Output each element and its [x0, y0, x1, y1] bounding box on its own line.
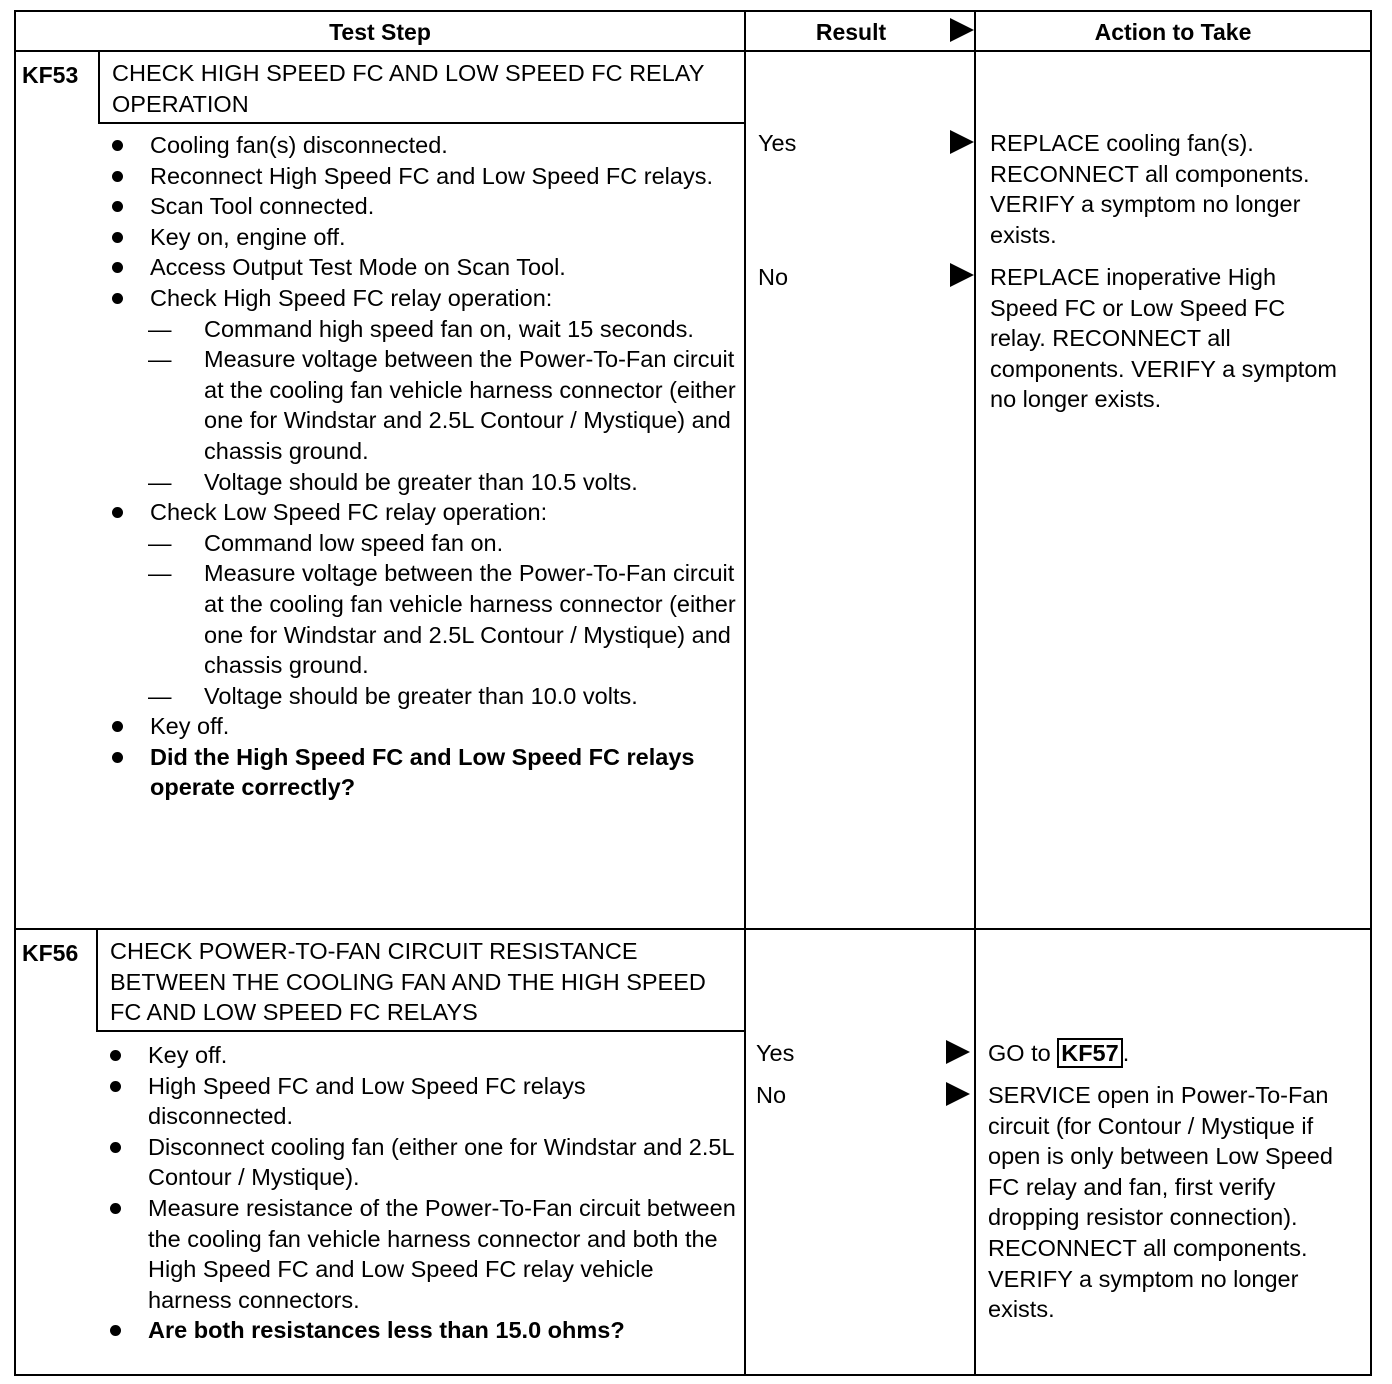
- header-result: Result: [815, 19, 887, 45]
- header-arrow-icon: [950, 18, 974, 42]
- kf53-step-code: KF53: [22, 62, 79, 88]
- kf56-no-arrow-icon: [946, 1082, 970, 1106]
- kf56-yes-arrow-icon: [946, 1040, 970, 1064]
- diagnostic-table: [14, 10, 1372, 1376]
- row-divider: [16, 928, 1370, 930]
- step-item: High Speed FC and Low Speed FC relays disconnected.: [106, 1071, 736, 1132]
- kf56-yes-label: Yes: [756, 1040, 795, 1066]
- kf56-step-code: KF56: [22, 940, 79, 966]
- header-action: Action to Take: [1094, 19, 1252, 45]
- step-item: Check Low Speed FC relay operation:: [108, 497, 738, 528]
- step-item: Access Output Test Mode on Scan Tool.: [108, 252, 738, 283]
- kf53-yes-label: Yes: [758, 130, 797, 156]
- kf53-title-underline: [98, 122, 744, 124]
- kf56-yes-action-prefix: GO to: [988, 1040, 1058, 1066]
- sub-step-item: — Command low speed fan on.: [108, 528, 738, 559]
- header-test-step: Test Step: [329, 19, 431, 45]
- kf56-step-list: [106, 1040, 736, 1346]
- sub-step-item: — Voltage should be greater than 10.0 volts.: [108, 681, 738, 712]
- kf57-step-ref[interactable]: KF57: [1057, 1038, 1122, 1068]
- kf53-step-list: [108, 130, 738, 803]
- step-item: Cooling fan(s) disconnected.: [108, 130, 738, 161]
- sub-step-item: — Command high speed fan on, wait 15 seconds.: [108, 314, 738, 345]
- kf53-no-label: No: [758, 264, 789, 290]
- header-divider: [16, 50, 1370, 52]
- decision-question: Did the High Speed FC and Low Speed FC relays operate correctly?: [108, 742, 738, 803]
- kf56-code-divider: [96, 928, 98, 1032]
- kf53-no-arrow-icon: [950, 263, 974, 287]
- kf56-title-underline: [96, 1030, 744, 1032]
- sub-step-item: — Voltage should be greater than 10.5 volts.: [108, 467, 738, 498]
- kf56-step-title: CHECK POWER-TO-FAN CIRCUIT RESISTANCE BETWEEN THE COOLING FAN AND THE HIGH SPEED FC AND LOW SPEED FC RELAYS: [110, 938, 706, 1025]
- divider-result-action: [974, 12, 976, 1374]
- sub-step-item: — Measure voltage between the Power-To-Fan circuit at the cooling fan vehicle harness connector (either one for Windstar and 2.5L Contour / Mystique) and chassis ground.: [108, 344, 738, 466]
- step-item: Check High Speed FC relay operation:: [108, 283, 738, 314]
- kf56-no-label: No: [756, 1082, 787, 1108]
- kf56-no-action: SERVICE open in Power-To-Fan circuit (for Contour / Mystique if open is only between Low Speed FC relay and fan, first verify dropping resistor connection). RECONNECT all components. VERIFY a symptom no longer exists.: [988, 1082, 1333, 1323]
- step-item: Reconnect High Speed FC and Low Speed FC relays.: [108, 161, 738, 192]
- step-item: Key on, engine off.: [108, 222, 738, 253]
- kf53-yes-action: REPLACE cooling fan(s). RECONNECT all components. VERIFY a symptom no longer exists.: [990, 130, 1310, 248]
- kf53-code-divider: [98, 50, 100, 124]
- step-item: Key off.: [106, 1040, 736, 1071]
- step-item: Key off.: [108, 711, 738, 742]
- kf53-step-title: CHECK HIGH SPEED FC AND LOW SPEED FC RELAY OPERATION: [112, 60, 704, 117]
- kf56-yes-action: [988, 1038, 1360, 1069]
- kf53-no-action: REPLACE inoperative High Speed FC or Low Speed FC relay. RECONNECT all components. VERIFY a symptom no longer exists.: [990, 264, 1337, 413]
- step-item: Disconnect cooling fan (either one for Windstar and 2.5L Contour / Mystique).: [106, 1132, 736, 1193]
- step-item: Scan Tool connected.: [108, 191, 738, 222]
- step-item: Measure resistance of the Power-To-Fan circuit between the cooling fan vehicle harness connector and both the High Speed FC and Low Speed FC relay vehicle harness connectors.: [106, 1193, 736, 1315]
- decision-question: Are both resistances less than 15.0 ohms?: [106, 1315, 736, 1346]
- divider-test-result: [744, 12, 746, 1374]
- kf56-yes-action-suffix: .: [1122, 1040, 1130, 1066]
- sub-step-item: — Measure voltage between the Power-To-Fan circuit at the cooling fan vehicle harness connector (either one for Windstar and 2.5L Contour / Mystique) and chassis ground.: [108, 558, 738, 680]
- kf53-yes-arrow-icon: [950, 130, 974, 154]
